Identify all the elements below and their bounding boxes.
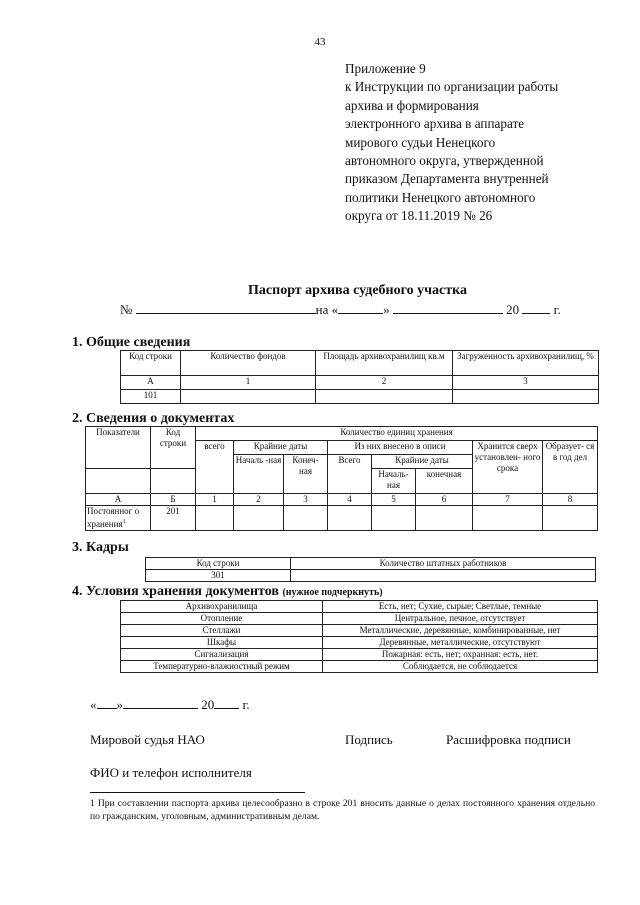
table-cell: 6 bbox=[416, 494, 473, 506]
condition-label: Стеллажи bbox=[121, 625, 323, 637]
table-cell: 301 bbox=[146, 570, 291, 582]
close-quote: » bbox=[383, 302, 390, 317]
column-header-dates: Крайние даты bbox=[234, 441, 328, 455]
column-header-end: Конеч- ная bbox=[284, 455, 328, 494]
number-sign: № bbox=[120, 302, 133, 317]
table-cell: 7 bbox=[473, 494, 543, 506]
section4-note: (нужное подчеркнуть) bbox=[282, 587, 383, 598]
row-label-text: Постоянног о хранения bbox=[87, 506, 140, 529]
table-input-cell[interactable] bbox=[181, 390, 316, 404]
footnote-mark: 1 bbox=[122, 519, 126, 525]
table-input-cell[interactable] bbox=[328, 506, 372, 531]
year-prefix: 20 bbox=[506, 302, 520, 317]
column-header-indicators: Показатели bbox=[86, 427, 151, 469]
column-header-end2: конечная bbox=[416, 469, 473, 494]
table-header: Код строки bbox=[121, 351, 181, 376]
number-blank[interactable] bbox=[136, 301, 316, 314]
appendix-line: электронного архива в аппарате bbox=[345, 116, 525, 132]
column-header-code: Код строки bbox=[151, 427, 196, 469]
column-header-yearly: Образует- ся в год дел bbox=[543, 441, 598, 494]
header-spacer bbox=[86, 469, 151, 494]
condition-label: Температурно-влажностный режим bbox=[121, 661, 323, 673]
table-cell: 201 bbox=[151, 506, 196, 531]
table-cell: 3 bbox=[284, 494, 328, 506]
section4-title: 4. Условия хранения документов bbox=[72, 584, 279, 599]
table-cell: 101 bbox=[121, 390, 181, 404]
table-cell: 3 bbox=[453, 376, 599, 390]
date-year-suffix: г. bbox=[242, 697, 250, 712]
appendix-line: Приложение 9 bbox=[345, 61, 426, 76]
condition-label: Архивохранилища bbox=[121, 601, 323, 613]
table-cell: 8 bbox=[543, 494, 598, 506]
condition-label: Шкафы bbox=[121, 637, 323, 649]
table-input-cell[interactable] bbox=[543, 506, 598, 531]
footnote-divider bbox=[90, 792, 305, 793]
appendix-line: мирового судьи Ненецкого bbox=[345, 134, 496, 150]
date-year-blank[interactable] bbox=[214, 696, 239, 709]
table-header: Площадь архивохранилищ кв.м bbox=[316, 351, 453, 376]
appendix-line: политики Ненецкого автономного bbox=[345, 189, 536, 205]
date-close-quote: » bbox=[116, 697, 123, 712]
year-blank[interactable] bbox=[522, 301, 550, 314]
column-header-overdue: Хранится сверх установлен- ного срока bbox=[473, 441, 543, 494]
date-line bbox=[90, 696, 250, 713]
table-cell: А bbox=[121, 376, 181, 390]
column-header-dates2: Крайние даты bbox=[372, 455, 473, 469]
appendix-line: приказом Департамента внутренней bbox=[345, 171, 549, 187]
section2-heading: 2. Сведения о документах bbox=[72, 411, 235, 426]
header-spacer bbox=[151, 469, 196, 494]
table-input-cell[interactable] bbox=[196, 506, 234, 531]
condition-options[interactable]: Пожарная: есть, нет; охранная: есть, нет. bbox=[323, 649, 598, 661]
storage-conditions-table bbox=[120, 600, 598, 673]
table-input-cell[interactable] bbox=[453, 390, 599, 404]
document-title: Паспорт архива судебного участка bbox=[248, 283, 467, 298]
section4-heading bbox=[72, 584, 383, 600]
table-input-cell[interactable] bbox=[234, 506, 284, 531]
condition-options[interactable]: Деревянные, металлические, отсутствуют bbox=[323, 637, 598, 649]
condition-options[interactable]: Центральное, печное, отсутствует bbox=[323, 613, 598, 625]
table-input-cell[interactable] bbox=[473, 506, 543, 531]
table-cell: 2 bbox=[234, 494, 284, 506]
footnote-text: 1 При составлении паспорта архива целесообразно в строке 201 вносить данные о делах постоянного хранения отдельно по гражданским, уголовным, административным делам. bbox=[90, 798, 595, 822]
table-header: Загруженность архивохранилищ, % bbox=[453, 351, 599, 376]
table-cell: 5 bbox=[372, 494, 416, 506]
page-number: 43 bbox=[314, 36, 326, 48]
column-header-total: всего bbox=[196, 441, 234, 494]
date-day-blank[interactable] bbox=[97, 696, 117, 709]
condition-options[interactable]: Есть, нет; Сухие, сырые; Светлые, темные bbox=[323, 601, 598, 613]
date-year-prefix: 20 bbox=[201, 697, 215, 712]
table-input-cell[interactable] bbox=[316, 390, 453, 404]
day-blank[interactable] bbox=[338, 301, 383, 314]
condition-label: Отопление bbox=[121, 613, 323, 625]
table-cell: 1 bbox=[196, 494, 234, 506]
section1-heading: 1. Общие сведения bbox=[72, 335, 191, 350]
appendix-block bbox=[345, 60, 605, 226]
staff-table bbox=[145, 557, 596, 582]
table-cell: 1 bbox=[181, 376, 316, 390]
condition-options[interactable]: Соблюдается, не соблюдается bbox=[323, 661, 598, 673]
column-header-inventory: Из них внесено в описи bbox=[328, 441, 473, 455]
table-header: Код строки bbox=[146, 558, 291, 570]
table-cell: 2 bbox=[316, 376, 453, 390]
column-header-start2: Началь-ная bbox=[372, 469, 416, 494]
table-cell: Б bbox=[151, 494, 196, 506]
documents-table bbox=[85, 426, 598, 531]
column-header-total2: Всего bbox=[328, 455, 372, 494]
table-input-cell[interactable] bbox=[416, 506, 473, 531]
table-input-cell[interactable] bbox=[284, 506, 328, 531]
appendix-line: автономного округа, утвержденной bbox=[345, 153, 544, 169]
signature-label: Подпись bbox=[345, 732, 393, 747]
executor-label: ФИО и телефон исполнителя bbox=[90, 765, 252, 780]
year-suffix: г. bbox=[553, 302, 561, 317]
month-blank[interactable] bbox=[393, 301, 503, 314]
table-cell: А bbox=[86, 494, 151, 506]
condition-label: Сигнализация bbox=[121, 649, 323, 661]
passport-number-line bbox=[120, 301, 600, 318]
column-header-units: Количество единиц хранения bbox=[196, 427, 598, 441]
table-header: Количество фондов bbox=[181, 351, 316, 376]
section3-heading: 3. Кадры bbox=[72, 540, 129, 555]
judge-label: Мировой судья НАО bbox=[90, 732, 205, 747]
condition-options[interactable]: Металлические, деревянные, комбинированные, нет bbox=[323, 625, 598, 637]
general-info-table bbox=[120, 350, 599, 404]
row-label-permanent bbox=[86, 506, 151, 531]
table-header: Количество штатных работников bbox=[291, 558, 596, 570]
table-cell: 4 bbox=[328, 494, 372, 506]
appendix-line: архива и формирования bbox=[345, 97, 479, 113]
date-month-blank[interactable] bbox=[123, 696, 198, 709]
table-input-cell[interactable] bbox=[372, 506, 416, 531]
appendix-line: к Инструкции по организации работы bbox=[345, 79, 559, 95]
signature-decoding-label: Расшифровка подписи bbox=[446, 732, 571, 747]
column-header-start: Началь -ная bbox=[234, 455, 284, 494]
on-label: на « bbox=[315, 302, 339, 317]
appendix-line: округа от 18.11.2019 № 26 bbox=[345, 208, 493, 224]
table-input-cell[interactable] bbox=[291, 570, 596, 582]
date-open-quote: « bbox=[90, 697, 97, 712]
